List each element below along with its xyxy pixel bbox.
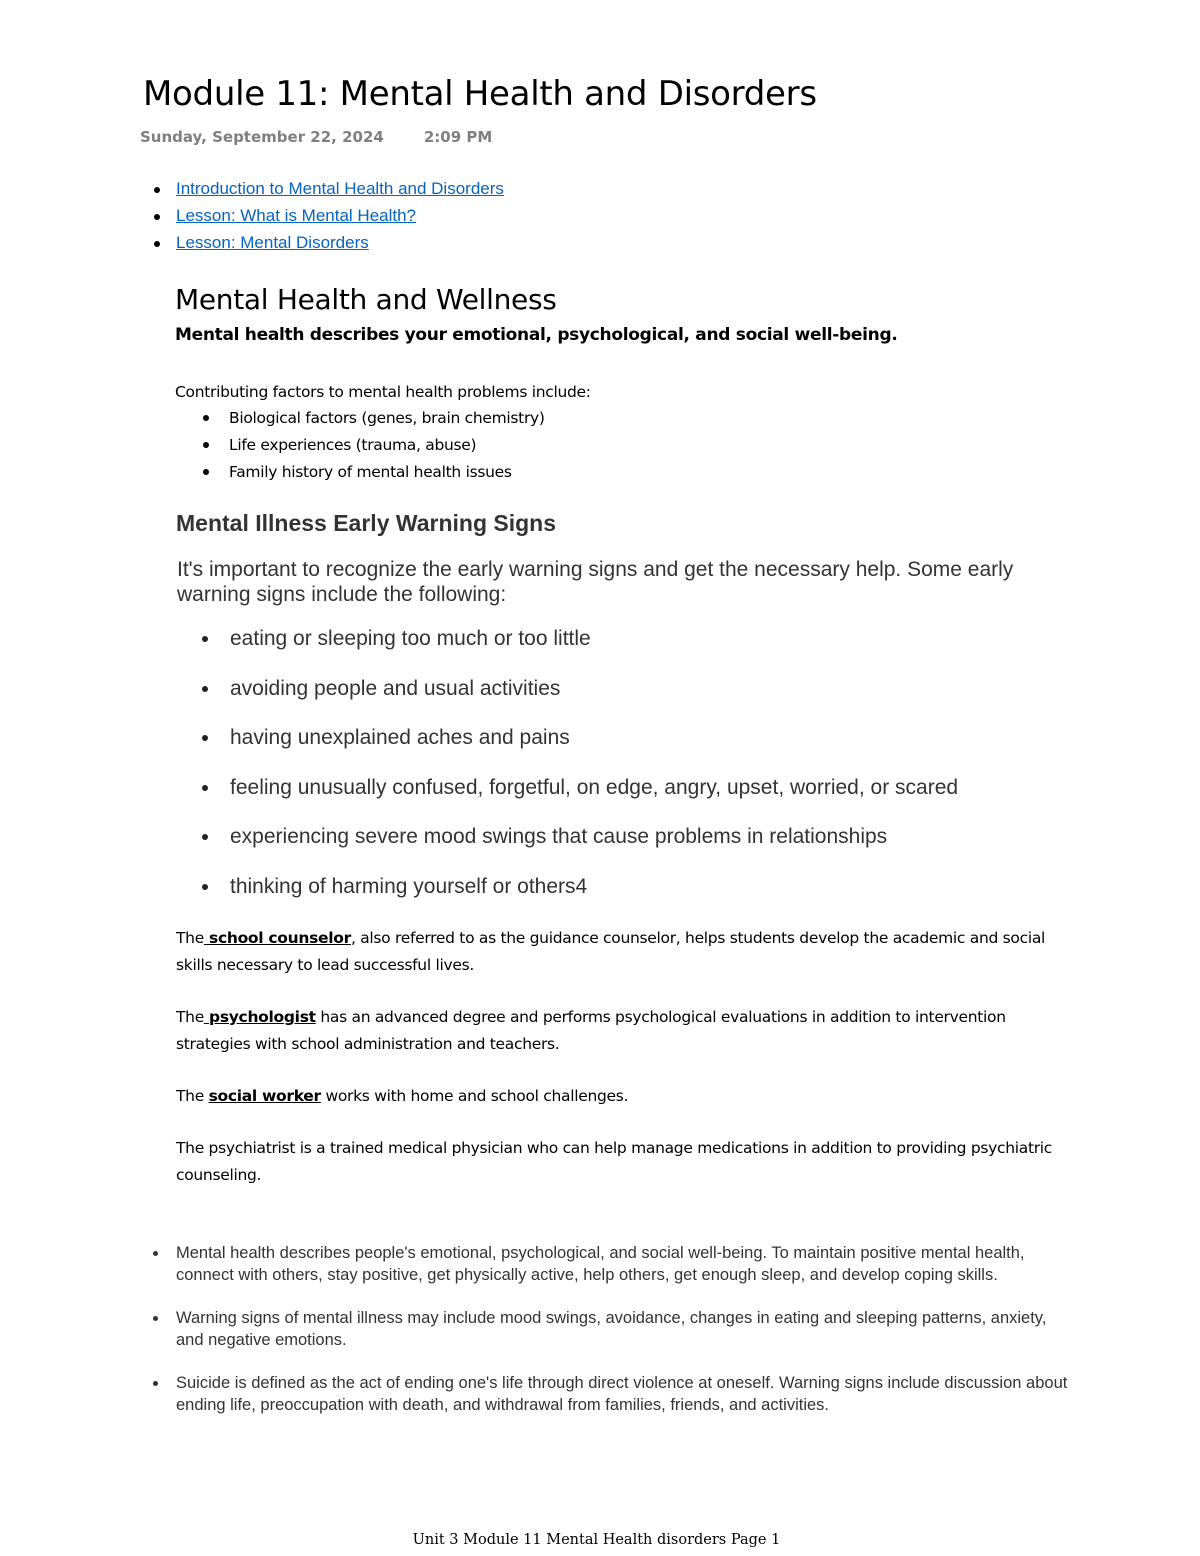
social-worker-term: social worker <box>208 1087 321 1105</box>
list-item: feeling unusually confused, forgetful, on edge, angry, upset, worried, or scared <box>200 774 958 824</box>
social-worker-pre: The <box>176 1087 209 1105</box>
list-item: Mental health describes people's emotional, psychological, and social well-being. To maintain positive mental health, connect with others, stay positive, get physically active, help others, get enough sleep, and develop coping skills. <box>150 1242 1070 1286</box>
list-item: experiencing severe mood swings that cause problems in relationships <box>200 823 958 873</box>
note-time: 2:09 PM <box>423 128 493 146</box>
warning-heading: Mental Illness Early Warning Signs <box>176 510 557 536</box>
link-introduction[interactable]: Introduction to Mental Health and Disorders <box>176 179 504 198</box>
page-footer: Unit 3 Module 11 Mental Health disorders Page 1 <box>412 1532 781 1548</box>
link-what-is-mental-health[interactable]: Lesson: What is Mental Health? <box>176 206 417 225</box>
summary-list <box>150 1242 1070 1437</box>
psychologist-pre: The <box>176 1008 204 1026</box>
page-title: Module 11: Mental Health and Disorders <box>143 74 817 114</box>
list-item: Suicide is defined as the act of ending one's life through direct violence at oneself. Warning signs include discussion about ending life, preoccupation with death, and withdrawal from families, friends, and activities. <box>150 1372 1070 1416</box>
counselor-text: , also referred to as the guidance counselor, helps students develop the academic and social skills necessary to lead successful lives. <box>176 929 1046 974</box>
list-item: thinking of harming yourself or others4 <box>200 873 958 923</box>
wellness-subheading: Mental health describes your emotional, psychological, and social well-being. <box>175 325 898 345</box>
list-item: Life experiences (trauma, abuse) <box>200 434 545 461</box>
warning-intro: It's important to recognize the early warning signs and get the necessary help. Some early warning signs include the following: <box>177 558 1014 606</box>
note-date: Sunday, September 22, 2024 <box>140 128 384 146</box>
link-mental-disorders[interactable]: Lesson: Mental Disorders <box>176 233 369 252</box>
psychiatrist-paragraph: The psychiatrist is a trained medical physician who can help manage medications in addition to providing psychiatric counseling. <box>176 1139 1053 1184</box>
social-worker-paragraph <box>176 1083 1056 1110</box>
lesson-links-list <box>150 178 504 259</box>
counselor-pre: The <box>176 929 204 947</box>
list-item: Warning signs of mental illness may include mood swings, avoidance, changes in eating and sleeping patterns, anxiety, and negative emotions. <box>150 1307 1070 1351</box>
list-item: eating or sleeping too much or too little <box>200 625 958 675</box>
psychologist-term: psychologist <box>203 1008 316 1026</box>
list-item <box>150 205 504 232</box>
psychologist-paragraph <box>176 1004 1056 1058</box>
list-item <box>150 232 504 259</box>
counselor-term: school counselor <box>203 929 351 947</box>
list-item: having unexplained aches and pains <box>200 724 958 774</box>
social-worker-text: works with home and school challenges. <box>320 1087 629 1105</box>
warning-signs-list <box>200 625 958 923</box>
list-item: avoiding people and usual activities <box>200 675 958 725</box>
psychologist-text: has an advanced degree and performs psychological evaluations in addition to intervention strategies with school administration and teachers. <box>176 1008 1006 1053</box>
factors-list <box>200 407 545 488</box>
note-datetime <box>140 128 492 146</box>
list-item: Biological factors (genes, brain chemistry) <box>200 407 545 434</box>
factors-intro: Contributing factors to mental health problems include: <box>175 383 591 401</box>
counselor-paragraph <box>176 925 1056 979</box>
wellness-heading: Mental Health and Wellness <box>175 283 557 316</box>
list-item: Family history of mental health issues <box>200 461 545 488</box>
list-item <box>150 178 504 205</box>
